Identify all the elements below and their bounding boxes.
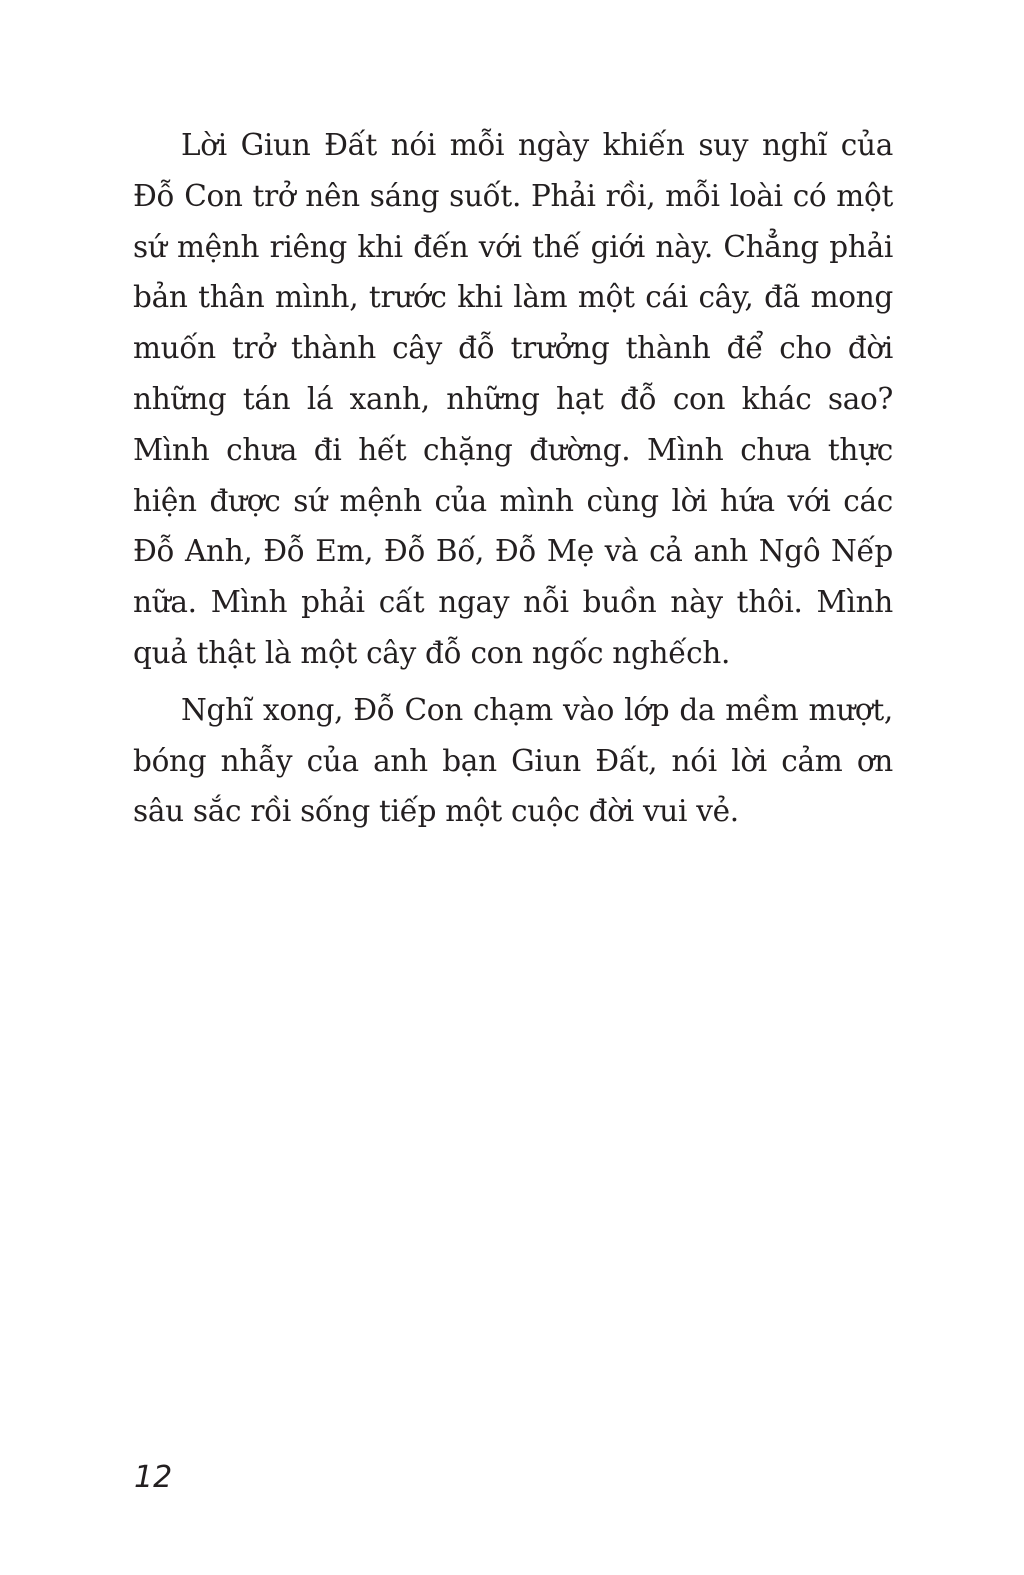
paragraph-1: Lời Giun Đất nói mỗi ngày khiến suy nghĩ của Đỗ Con trở nên sáng suốt. Phải rồi, mỗi loài có một sứ mệnh riêng khi đến với thế giới này. Chẳng phải bản thân mình, trước khi làm một cái cây, đã mong muốn trở thành cây đỗ trưởng thành để cho đời những tán lá xanh, những hạt đỗ con khác sao? Mình chưa đi hết chặng đường. Mình chưa thực hiện được sứ mệnh của mình cùng lời hứa với các Đỗ Anh, Đỗ Em, Đỗ Bố, Đỗ Mẹ và cả anh Ngô Nếp nữa. Mình phải cất ngay nỗi buồn này thôi. Mình quả thật là một cây đỗ con ngốc nghếch. — [133, 128, 893, 670]
page-number: 12 — [134, 1460, 173, 1495]
body-text — [133, 120, 893, 837]
paragraph-2: Nghĩ xong, Đỗ Con chạm vào lớp da mềm mượt, bóng nhẫy của anh bạn Giun Đất, nói lời cảm ơn sâu sắc rồi sống tiếp một cuộc đời vui vẻ. — [133, 692, 893, 829]
